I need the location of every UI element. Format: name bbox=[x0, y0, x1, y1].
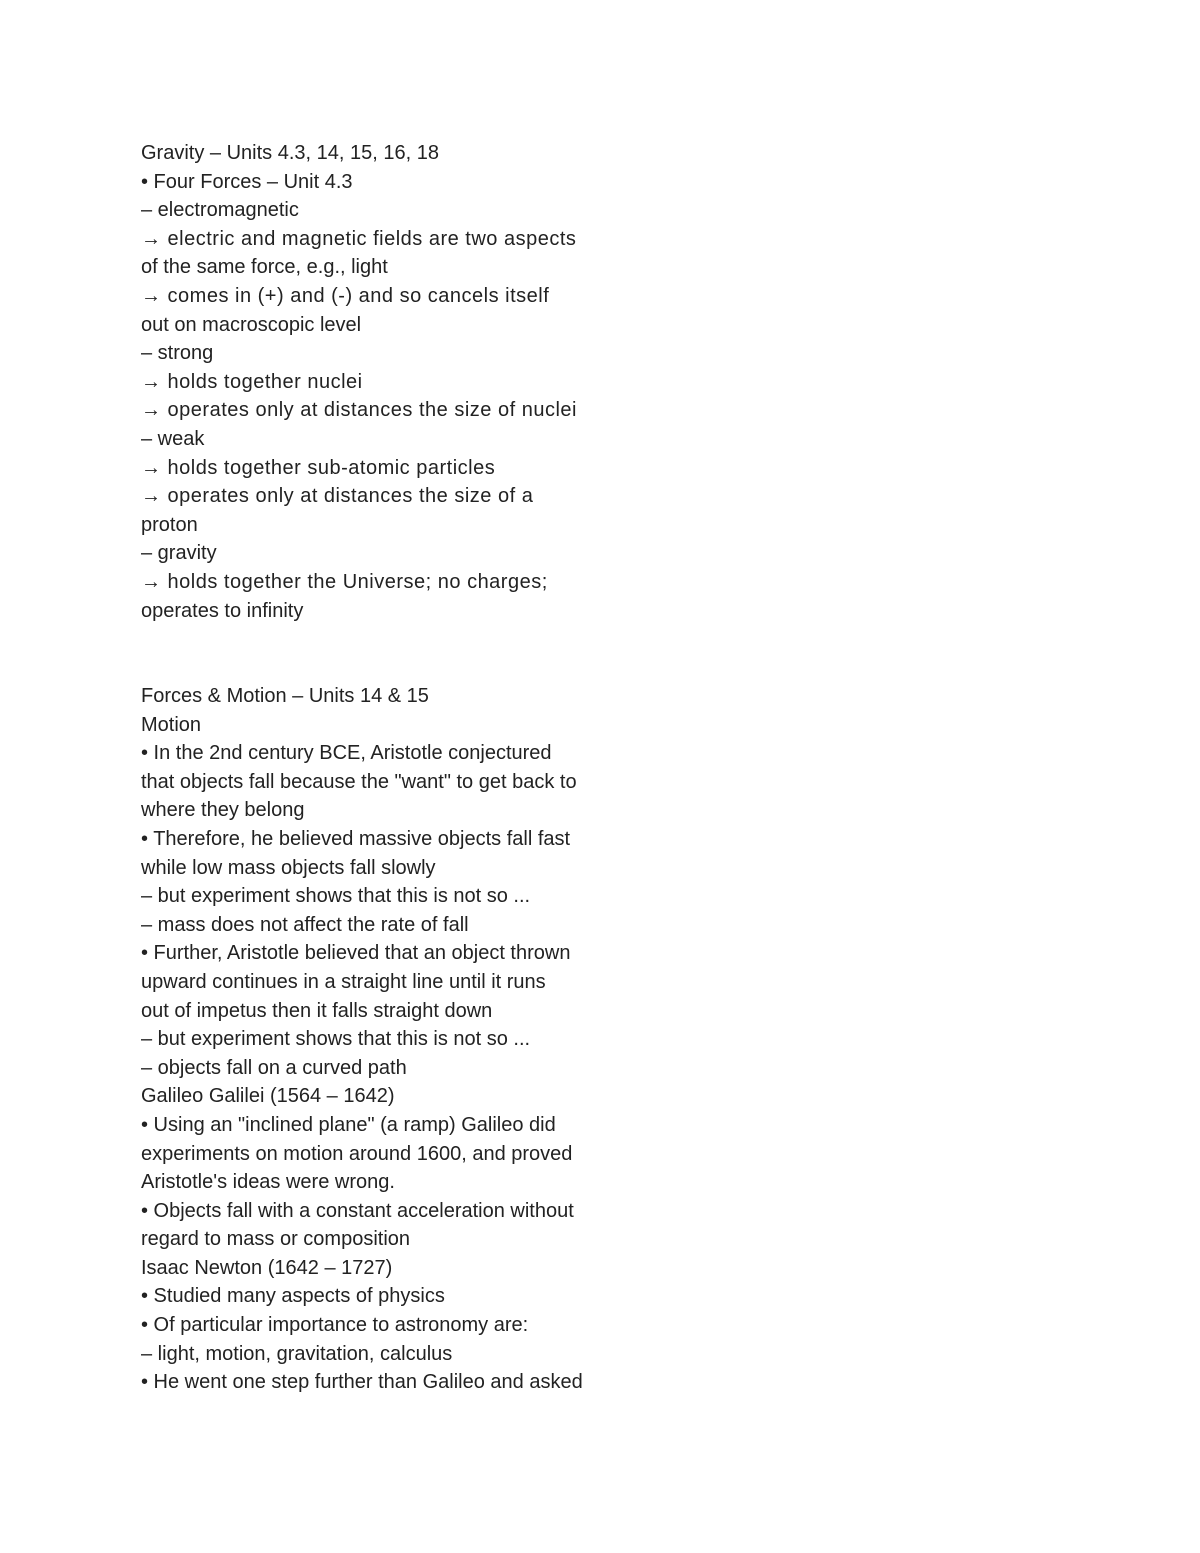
text-line: – electromagnetic bbox=[141, 199, 299, 222]
text-line: • Therefore, he believed massive objects fall fast bbox=[141, 827, 571, 850]
text-line: proton bbox=[141, 513, 198, 536]
text-line: → holds together nuclei bbox=[141, 370, 363, 393]
text-line: – strong bbox=[141, 342, 214, 365]
text-line: Motion bbox=[141, 713, 202, 736]
section-forces-and-motion bbox=[141, 682, 681, 1397]
text-line: → holds together sub-atomic particles bbox=[141, 456, 496, 479]
text-line: Gravity – Units 4.3, 14, 15, 16, 18 bbox=[141, 142, 439, 164]
text-line: → electric and magnetic fields are two aspects bbox=[141, 227, 577, 250]
text-line: Isaac Newton (1642 – 1727) bbox=[141, 1256, 393, 1279]
text-line: of the same force, e.g., light bbox=[141, 256, 388, 279]
text-line: – weak bbox=[141, 427, 205, 450]
text-line: → holds together the Universe; no charges; bbox=[141, 570, 548, 593]
text-line: – but experiment shows that this is not so ... bbox=[141, 1028, 531, 1051]
text-line: out of impetus then it falls straight down bbox=[141, 999, 493, 1022]
text-line: → operates only at distances the size of nuclei bbox=[141, 399, 577, 422]
text-line: regard to mass or composition bbox=[141, 1228, 411, 1251]
text-line: • Further, Aristotle believed that an object thrown bbox=[141, 942, 571, 965]
text-line: → operates only at distances the size of a bbox=[141, 485, 534, 508]
text-line: – mass does not affect the rate of fall bbox=[141, 913, 469, 936]
text-line: → comes in (+) and (-) and so cancels itself bbox=[141, 284, 550, 307]
text-line: where they belong bbox=[141, 799, 305, 822]
text-line: • Of particular importance to astronomy are: bbox=[141, 1314, 529, 1337]
text-line: • Using an "inclined plane" (a ramp) Galileo did bbox=[141, 1113, 556, 1136]
text-line: – objects fall on a curved path bbox=[141, 1056, 407, 1079]
text-line: • He went one step further than Galileo and asked bbox=[141, 1371, 583, 1394]
text-line: that objects fall because the "want" to get back to bbox=[141, 770, 577, 793]
text-line: • Studied many aspects of physics bbox=[141, 1285, 445, 1308]
text-line: operates to infinity bbox=[141, 599, 304, 622]
text-line: while low mass objects fall slowly bbox=[141, 856, 436, 879]
text-line: – but experiment shows that this is not so ... bbox=[141, 885, 531, 908]
section-gravity bbox=[141, 139, 681, 625]
text-line: upward continues in a straight line until it runs bbox=[141, 970, 546, 993]
text-line: out on macroscopic level bbox=[141, 313, 362, 336]
text-line: – gravity bbox=[141, 542, 217, 565]
text-line: • Objects fall with a constant acceleration without bbox=[141, 1199, 574, 1222]
text-line: • Four Forces – Unit 4.3 bbox=[141, 170, 353, 193]
text-line: Forces & Motion – Units 14 & 15 bbox=[141, 685, 429, 707]
text-line: Aristotle's ideas were wrong. bbox=[141, 1171, 395, 1194]
text-line: – light, motion, gravitation, calculus bbox=[141, 1342, 453, 1365]
text-line: experiments on motion around 1600, and proved bbox=[141, 1142, 573, 1165]
text-line: Galileo Galilei (1564 – 1642) bbox=[141, 1085, 395, 1108]
text-line: • In the 2nd century BCE, Aristotle conjectured bbox=[141, 742, 552, 765]
